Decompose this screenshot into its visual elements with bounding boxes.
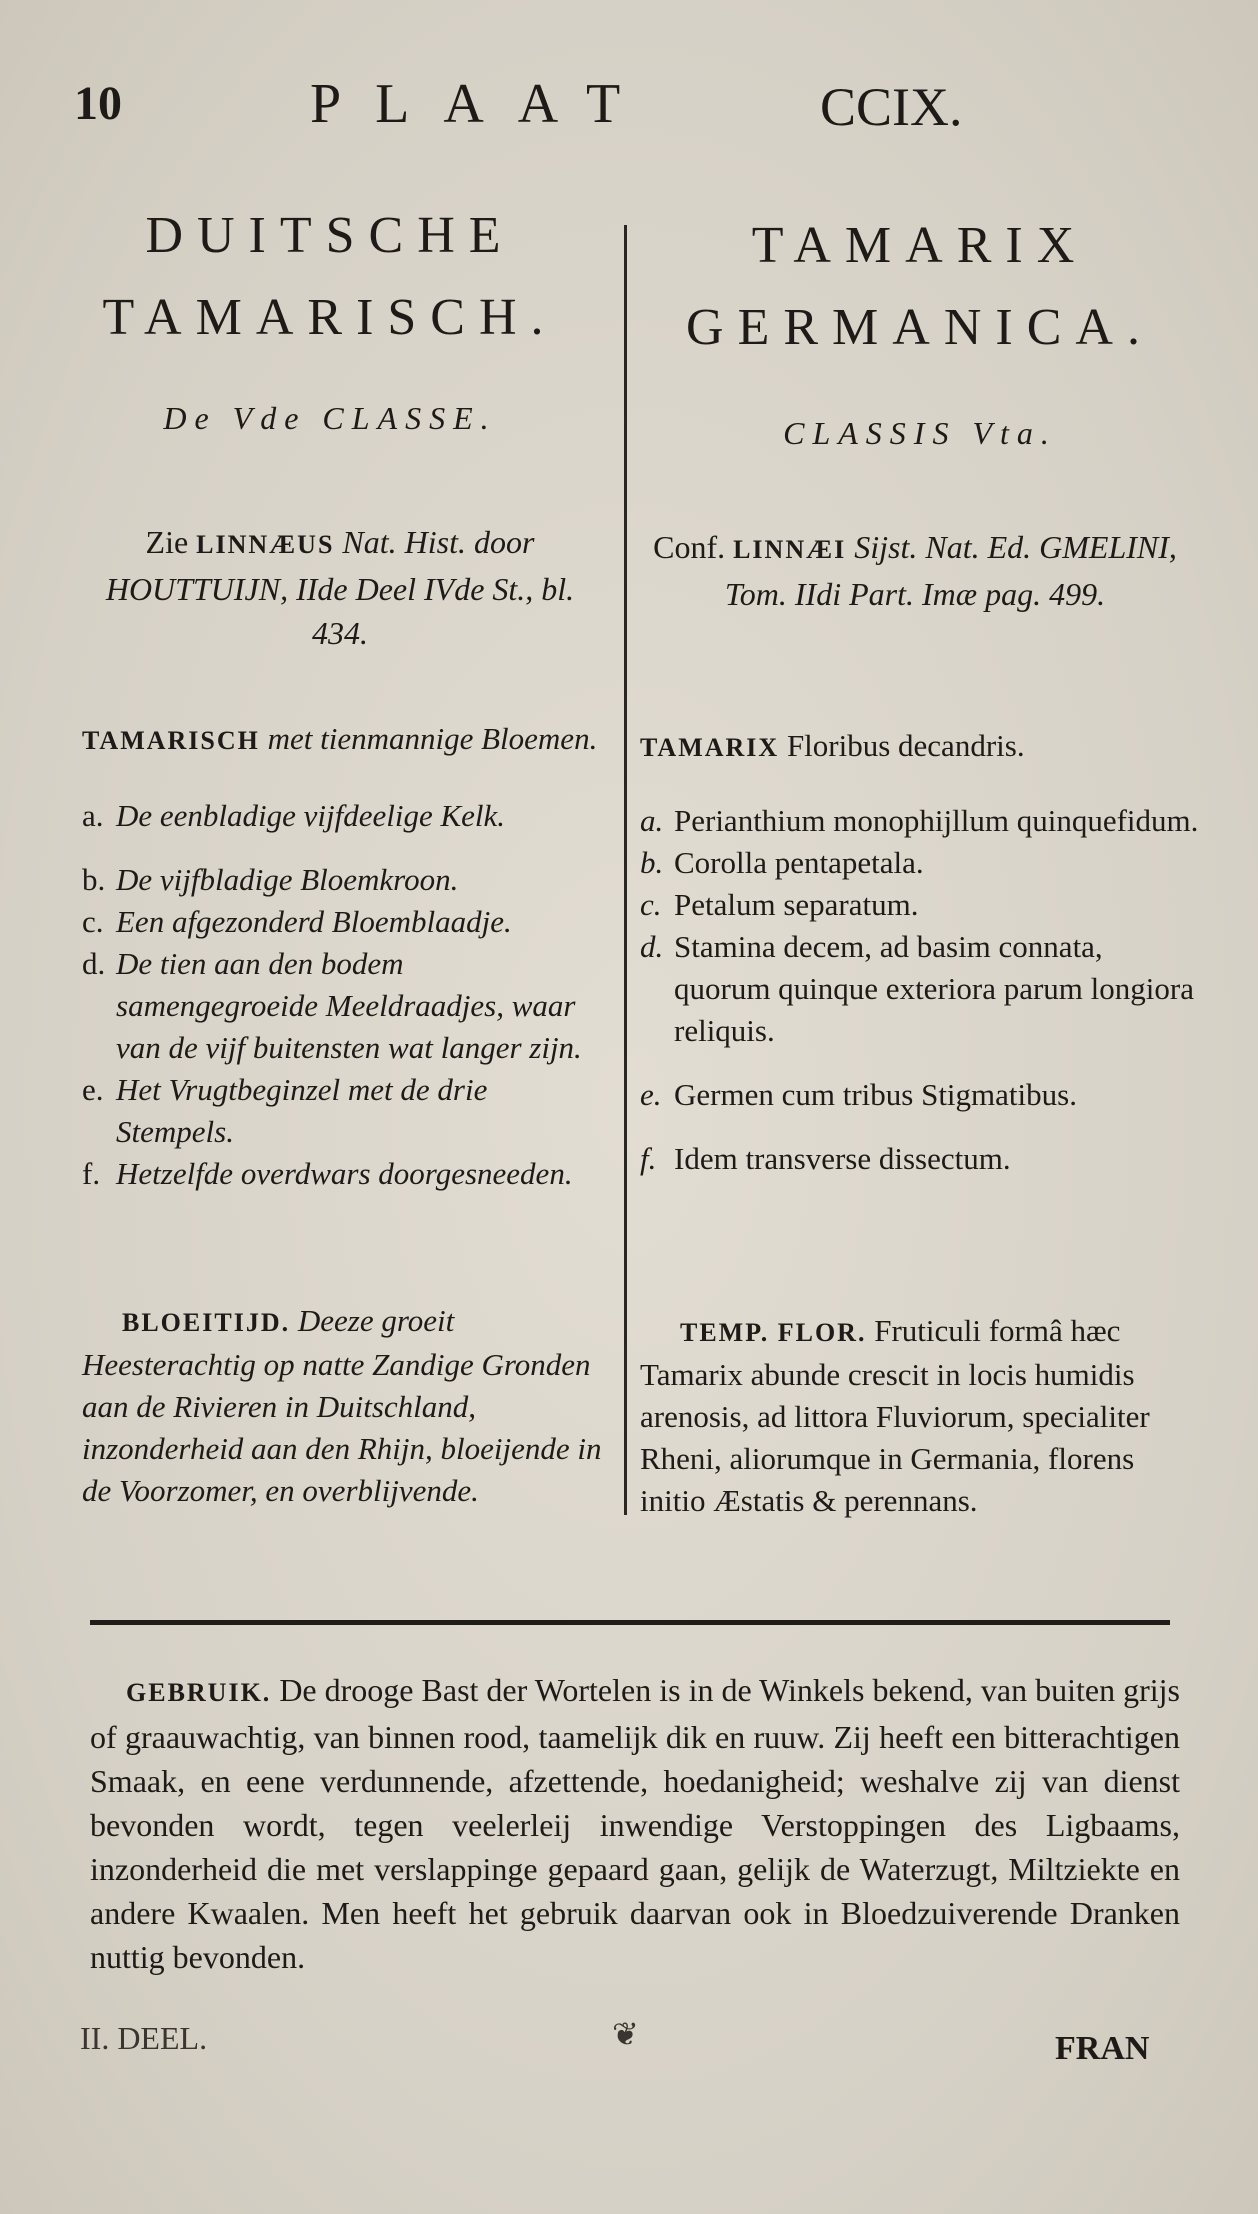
dutch-title bbox=[80, 195, 580, 359]
part-key: c. bbox=[640, 887, 662, 922]
dutch-flowering-text: Deeze groeit Heesterachtig op natte Zandige Gronden aan de Rivieren in Duitschland, inzonderheid aan den Rhijn, bloeijende in de Voorzomer, en overblijvende. bbox=[82, 1303, 602, 1508]
part-text: De vijfbladige Bloemkroon. bbox=[116, 862, 459, 897]
part-key: b. bbox=[640, 845, 664, 880]
dutch-lead-text: met tienmannige Bloemen. bbox=[259, 721, 598, 756]
latin-ref-author: LINNÆI bbox=[733, 535, 847, 564]
list-item bbox=[640, 800, 1200, 842]
catchword: FRAN bbox=[1055, 2030, 1150, 2067]
part-key: e. bbox=[640, 1077, 662, 1112]
latin-parts-list bbox=[640, 800, 1200, 1180]
latin-flowering-label: TEMP. FLOR. bbox=[680, 1318, 867, 1347]
part-text: Een afgezonderd Bloemblaadje. bbox=[116, 904, 512, 939]
dutch-ref-rest: Nat. Hist. door HOUTTUIJN, IIde Deel IVde St., bl. 434. bbox=[105, 524, 575, 651]
latin-flowering-time bbox=[640, 1310, 1200, 1522]
list-item bbox=[640, 1138, 1200, 1180]
part-key: d. bbox=[640, 929, 664, 964]
dutch-ref-prefix: Zie bbox=[145, 524, 197, 560]
part-text: Corolla pentapetala. bbox=[674, 845, 924, 880]
latin-title-line-2: GERMANICA. bbox=[686, 299, 1154, 356]
part-key: a. bbox=[640, 803, 664, 838]
list-item bbox=[82, 859, 612, 901]
part-text: Germen cum tribus Stigmatibus. bbox=[674, 1077, 1077, 1112]
list-item bbox=[82, 901, 612, 943]
signature-mark: II. DEEL. bbox=[80, 2020, 208, 2056]
usage-paragraph bbox=[90, 1668, 1180, 1979]
ornament-icon: ❦ bbox=[612, 2016, 639, 2052]
list-item bbox=[640, 926, 1200, 1052]
part-key: c. bbox=[82, 904, 104, 939]
running-title: PLAAT bbox=[310, 73, 655, 135]
part-key: b. bbox=[82, 862, 106, 897]
list-item bbox=[82, 1069, 612, 1153]
latin-flowering-text: Fruticuli formâ hæc Tamarix abunde crescit in locis humidis arenosis, ad littora Fluviorum, specialiter Rheni, aliorumque in Germania, florens initio Æstatis & perennans. bbox=[640, 1313, 1150, 1518]
list-item bbox=[640, 884, 1200, 926]
part-text: Idem transverse dissectum. bbox=[674, 1141, 1011, 1176]
plate-number: CCIX. bbox=[820, 77, 963, 137]
part-key: f. bbox=[82, 1156, 101, 1191]
dutch-flowering-time bbox=[82, 1300, 607, 1512]
page-number: 10 bbox=[74, 77, 122, 130]
part-key: d. bbox=[82, 946, 106, 981]
part-text: De tien aan den bodem samengegroeide Meeldraadjes, waar van de vijf buitensten wat langer zijn. bbox=[116, 946, 582, 1065]
part-text: Hetzelfde overdwars doorgesneeden. bbox=[116, 1156, 573, 1191]
running-header bbox=[70, 72, 1190, 142]
dutch-title-line-2: TAMARISCH. bbox=[102, 289, 558, 346]
dutch-lead bbox=[82, 718, 607, 762]
part-text: Petalum separatum. bbox=[674, 887, 919, 922]
latin-lead-text: Floribus decandris. bbox=[779, 728, 1025, 763]
list-item bbox=[640, 1074, 1200, 1116]
usage-label: GEBRUIK. bbox=[126, 1678, 272, 1707]
latin-ref-rest: Sijst. Nat. Ed. GMELINI, Tom. IIdi Part. Imæ pag. 499. bbox=[724, 529, 1177, 612]
latin-title-line-1: TAMARIX bbox=[751, 217, 1089, 274]
dutch-reference bbox=[80, 520, 600, 655]
latin-lead bbox=[640, 725, 1200, 769]
list-item bbox=[82, 795, 612, 837]
latin-ref-prefix: Conf. bbox=[653, 529, 734, 565]
part-key: e. bbox=[82, 1072, 104, 1107]
list-item bbox=[82, 943, 612, 1069]
part-text: De eenbladige vijfdeelige Kelk. bbox=[116, 798, 506, 833]
dutch-class: De Vde CLASSE. bbox=[163, 400, 497, 436]
part-text: Het Vrugtbeginzel met de drie Stempels. bbox=[116, 1072, 488, 1149]
latin-class: CLASSIS Vta. bbox=[783, 415, 1057, 451]
part-text: Stamina decem, ad basim connata, quorum quinque exteriora parum longiora reliquis. bbox=[674, 929, 1194, 1048]
usage-text: De drooge Bast der Wortelen is in de Winkels bekend, van buiten grijs of graauwachtig, van binnen rood, taamelijk dik en ruuw. Zij heeft een bitterachtigen Smaak, en eene verdunnende, afzettende, hoedanigheid; weshalve zij van dienst bevonden wordt, tegen veelerleij inwendige Verstoppingen des Ligbaams, inzonderheid die met verslappinge gepaard gaan, gelijk de Waterzugt, Miltziekte en andere Kwaalen. Men heeft het gebruik daarvan ook in Bloedzuiverende Dranken nuttig bevonden. bbox=[90, 1672, 1180, 1975]
list-item bbox=[82, 1153, 612, 1195]
dutch-ref-author: LINNÆUS bbox=[196, 530, 335, 559]
list-item bbox=[640, 842, 1200, 884]
latin-lead-genus: TAMARIX bbox=[640, 733, 780, 762]
dutch-parts-list bbox=[82, 795, 612, 1195]
section-rule bbox=[90, 1620, 1170, 1625]
part-key: f. bbox=[640, 1141, 657, 1176]
dutch-flowering-label: BLOEITIJD. bbox=[122, 1308, 291, 1337]
dutch-title-line-1: DUITSCHE bbox=[145, 207, 515, 264]
column-divider bbox=[624, 225, 627, 1515]
dutch-lead-genus: TAMARISCH bbox=[82, 726, 260, 755]
latin-title bbox=[640, 205, 1200, 369]
part-text: Perianthium monophijllum quinquefidum. bbox=[674, 803, 1199, 838]
latin-reference bbox=[635, 525, 1195, 616]
part-key: a. bbox=[82, 798, 104, 833]
